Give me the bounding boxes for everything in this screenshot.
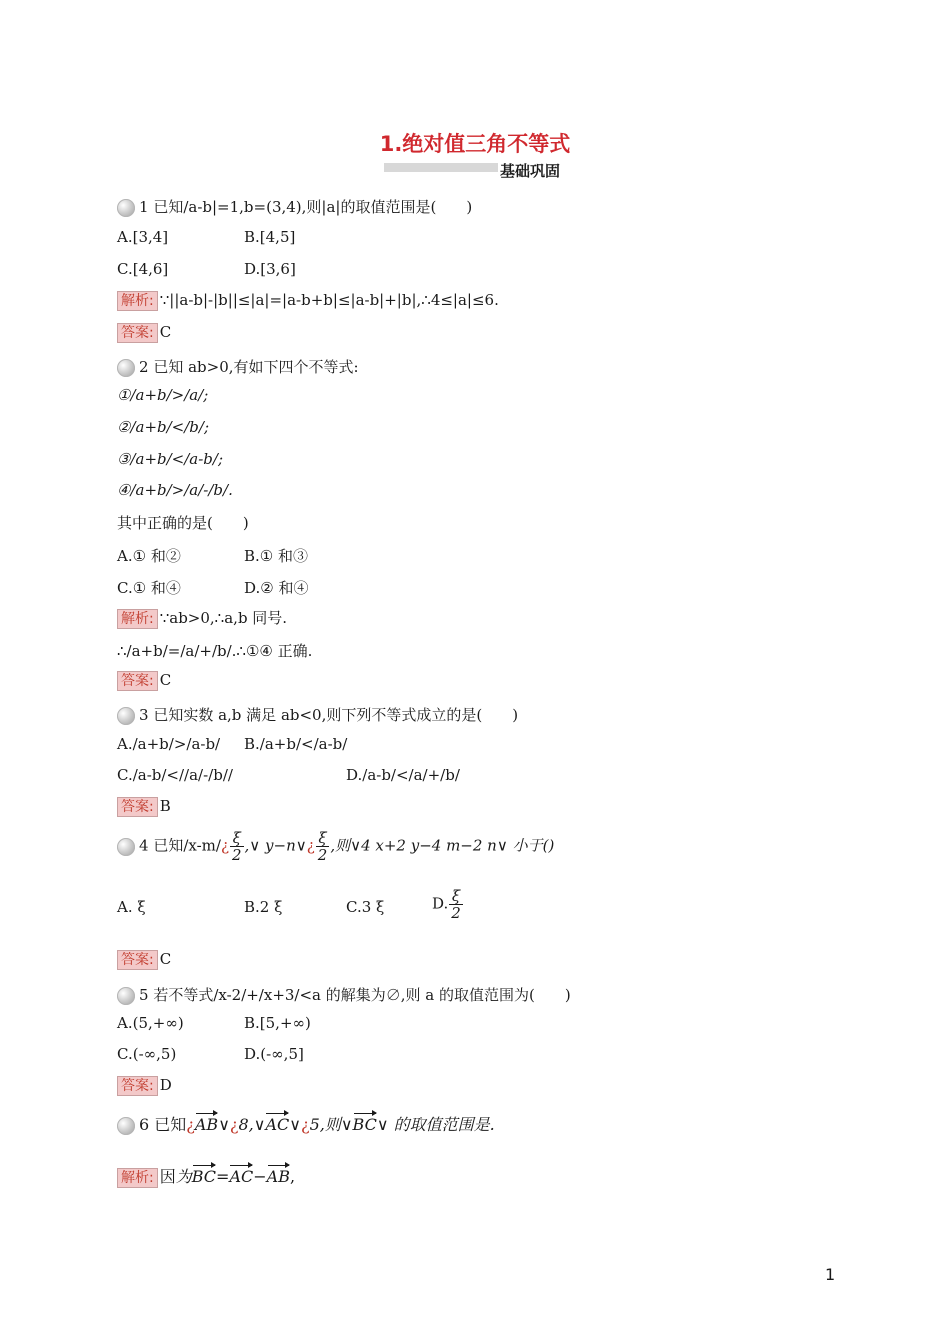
section-bar	[384, 163, 498, 172]
answer-tag: 答案:	[117, 323, 158, 343]
answer-tag: 答案:	[117, 671, 158, 691]
q4-option-b: B.2 ξ	[244, 898, 283, 916]
question-1: 1 已知/a-b|=1,b=(3,4),则|a|的取值范围是( )	[117, 196, 472, 217]
fraction: $\frac{\xi}{2}$	[231, 829, 242, 864]
q3-option-c: C./a-b/<//a/-/b//	[117, 766, 233, 784]
q1-option-a: A.[3,4]	[117, 228, 169, 246]
vector-ab: AB	[194, 1115, 219, 1134]
vector-bc: BC	[191, 1167, 217, 1186]
q2-analysis-line-2: ∴/a+b/=/a/+/b/.∴①④ 正确.	[117, 642, 313, 660]
q4-option-c: C.3 ξ	[346, 898, 385, 916]
q5-option-c: C.(-∞,5)	[117, 1045, 177, 1063]
section-label: 基础巩固	[500, 162, 561, 180]
vector-ac: AC	[229, 1167, 254, 1186]
vector-ac: AC	[265, 1115, 290, 1134]
answer-tag: 答案:	[117, 1076, 158, 1096]
q2-statement-2: ②/a+b/</b/;	[117, 418, 209, 436]
answer-tag: 答案:	[117, 797, 158, 817]
q4-option-a: A. ξ	[117, 898, 146, 916]
vector-bc: BC	[352, 1115, 377, 1134]
question-4: 4 已知/x-m/¿ $\frac{\xi}{2}$ ,∨ y−n∨¿ $\frac{\xi}{2}$ ,则∨4 x+2 y−4 m−2 n∨ 小于()	[117, 830, 554, 863]
q2-analysis: 解析: ∵ab>0,∴a,b 同号.	[117, 607, 287, 629]
fraction: $\frac{\xi}{2}$	[451, 887, 461, 922]
analysis-tag: 解析:	[117, 1168, 158, 1188]
q5-answer: 答案: D	[117, 1076, 172, 1096]
q5-option-b: B.[5,+∞)	[244, 1014, 311, 1032]
q2-option-b: B.① 和③	[244, 547, 309, 565]
fraction: $\frac{\xi}{2}$	[317, 829, 328, 864]
q3-option-b: B./a+b/</a-b/	[244, 735, 348, 753]
page-title: 1.绝对值三角不等式	[379, 132, 571, 156]
q5-option-a: A.(5,+∞)	[117, 1014, 184, 1032]
q4-option-d: D. $\frac{\xi}{2}$	[432, 887, 461, 922]
question-bullet-icon	[117, 838, 135, 856]
q2-statement-4: ④/a+b/>/a/-/b/.	[117, 481, 233, 499]
q3-answer: 答案: B	[117, 797, 171, 817]
analysis-tag: 解析:	[117, 609, 158, 629]
q2-option-c: C.① 和④	[117, 579, 181, 597]
q2-statement-1: ①/a+b/>/a/;	[117, 386, 209, 404]
q2-prompt: 其中正确的是( )	[117, 514, 249, 532]
question-bullet-icon	[117, 199, 135, 217]
analysis-tag: 解析:	[117, 291, 158, 311]
q1-analysis: 解析: ∵||a-b|-|b||≤|a|=|a-b+b|≤|a-b|+|b|,∴4≤|a|≤6.	[117, 291, 499, 311]
q1-option-d: D.[3,6]	[244, 260, 296, 278]
q2-statement-3: ③/a+b/</a-b/;	[117, 450, 224, 468]
question-2: 2 已知 ab>0,有如下四个不等式:	[117, 356, 359, 377]
q2-answer: 答案: C	[117, 671, 171, 691]
question-bullet-icon	[117, 1117, 135, 1135]
q5-option-d: D.(-∞,5]	[244, 1045, 304, 1063]
question-bullet-icon	[117, 987, 135, 1005]
question-3: 3 已知实数 a,b 满足 ab<0,则下列不等式成立的是( )	[117, 704, 518, 725]
q3-option-a: A./a+b/>/a-b/	[117, 735, 221, 753]
q6-analysis: 解析: 因为BC=AC−AB,	[117, 1164, 295, 1188]
page-number: 1	[825, 1265, 836, 1284]
question-bullet-icon	[117, 359, 135, 377]
q1-answer: 答案: C	[117, 323, 171, 343]
q1-option-b: B.[4,5]	[244, 228, 296, 246]
q2-option-d: D.② 和④	[244, 579, 309, 597]
q1-option-c: C.[4,6]	[117, 260, 169, 278]
q3-option-d: D./a-b/</a/+/b/	[346, 766, 460, 784]
question-1-stem: 已知/a-b|=1,b=(3,4),则|a|的取值范围是( )	[153, 198, 473, 216]
q2-option-a: A.① 和②	[117, 547, 181, 565]
answer-tag: 答案:	[117, 950, 158, 970]
question-6: 6 已知¿AB∨¿8,∨AC∨¿5,则∨BC∨ 的取值范围是.	[117, 1112, 495, 1135]
q4-answer: 答案: C	[117, 950, 171, 970]
question-5: 5 若不等式/x-2/+/x+3/<a 的解集为∅,则 a 的取值范围为( )	[117, 984, 571, 1005]
vector-ab: AB	[266, 1167, 290, 1186]
question-bullet-icon	[117, 707, 135, 725]
